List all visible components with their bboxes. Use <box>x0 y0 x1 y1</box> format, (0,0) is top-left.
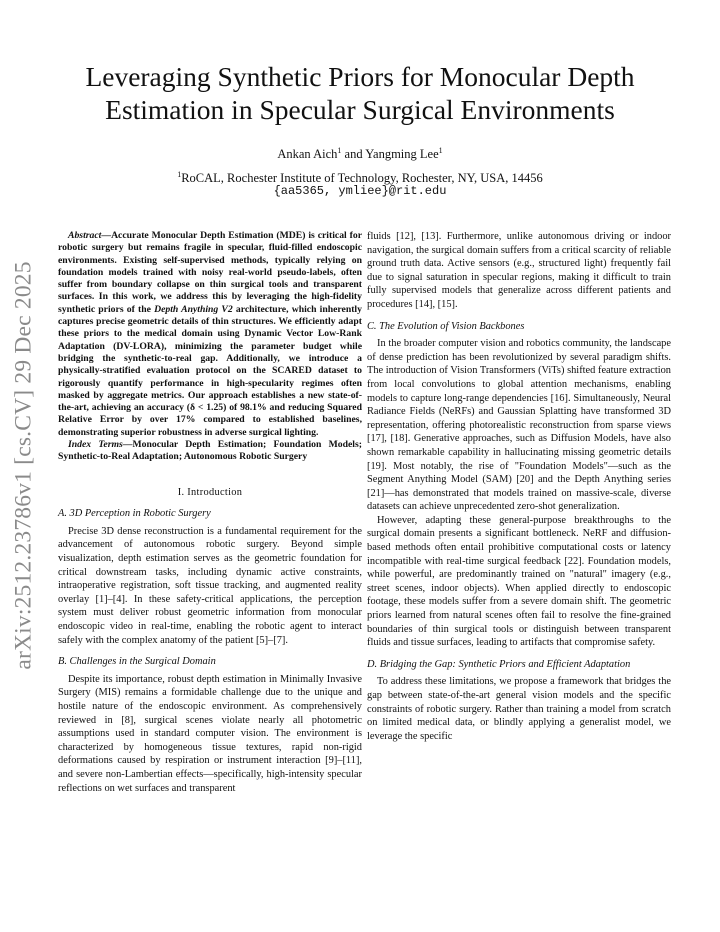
author-name: Yangming Lee <box>365 147 439 162</box>
author-emails: {aa5365, ymliee}@rit.edu <box>273 184 447 198</box>
paragraph-c-1: In the broader computer vision and robotics community, the landscape of dense prediction has been revolutionized by several paradigm shifts. The introduction of Vision Transformers (ViTs) shifted feature extraction from local convolutions to global attention mechanisms, enabling models to capture long-range dependencies [16]. Simultaneously, Neural Radiance Fields (NeRFs) and Gaussian Splatting have transformed 3D representation, offering photorealistic reconstruction from sparse views [17], [18]. Generative approaches, such as Diffusion Models, have also shown remarkable capability in hallucinating missing geometric details [19]. Most notably, the rise of "Foundation Models"—such as the Segment Anything Model (SAM) [20] and the Depth Anything series [21]—has demonstrated that models trained on massive-scale, diverse datasets can achieve unprecedented zero-shot generalization. <box>367 338 671 513</box>
paragraph-b-continued: fluids [12], [13]. Furthermore, unlike autonomous driving or indoor navigation, the surgical domain suffers from a critical scarcity of reliable ground truth data. Active sensors (e.g., structured light) frequently fail due to signal saturation in specular regions, making it difficult to train fully supervised models that generalize across different patients and procedures [14], [15]. <box>367 231 671 310</box>
subsection-heading-d: D. Bridging the Gap: Synthetic Priors and Efficient Adaptation <box>367 658 631 670</box>
abstract <box>58 230 362 439</box>
paragraph-a: Precise 3D dense reconstruction is a fundamental requirement for the advancement of autonomous robotic surgery. Beyond simple visualization, depth estimation serves as the geometric foundation for critical downstream tasks, including dynamic active constraints, intraoperative registration, soft tissue tracking, and augmented reality overlay [1]–[4]. In these safety-critical applications, the perception system must deliver robust geometric information from monocular endoscopic video in real-time, enabling the robotic agent to interact safely with the complex anatomy of the patient [5]–[7]. <box>58 525 362 646</box>
index-terms-label: Index Terms <box>68 439 123 451</box>
right-column <box>367 230 671 743</box>
author-list <box>0 146 720 162</box>
arxiv-side-stamp <box>4 260 44 670</box>
affiliation-mark: 1 <box>438 146 443 155</box>
abstract-text-3: ) of 98.1% and reducing Squared Relative Error by over 17% compared to established baselines, demonstrating superior robustness in adverse surgical lighting. <box>58 402 362 438</box>
subsection-heading-a: A. 3D Perception in Robotic Surgery <box>58 508 211 520</box>
author-name: Ankan Aich <box>277 147 338 162</box>
abstract-text-1: Accurate Monocular Depth Estimation (MDE) is critical for robotic surgery but remains fragile in specular, fluid-filled endoscopic environments. Existing self-supervised methods, typically relying on foundation models trained with noisy real-world pseudo-labels, often suffer from boundary collapse on thin surgical tools and transparent surfaces. In this work, we address this by leveraging the high-fidelity synthetic priors of the <box>58 230 362 315</box>
affiliation-mark: 1 <box>177 170 182 179</box>
section-heading: I. Introduction <box>177 486 243 498</box>
abstract-text-2: architecture, which inherently captures precise geometric details of thin structures. We efficiently adapt these priors to the medical domain using Dynamic Vector Low-Rank Adaptation (DV-LORA), minimizing the parameter budget while bridging the synthetic-to-real gap. Additionally, we introduce a physically-stratified evaluation protocol on the SCARED dataset to rigorously quantify performance in high-specularity regimes often masked by aggregate metrics. Our approach establishes a new state-of-the-art, achieving an accuracy ( <box>58 303 362 414</box>
author-separator: and <box>341 147 366 162</box>
subsection-heading-c: C. The Evolution of Vision Backbones <box>367 320 525 332</box>
paragraph-c-2: However, adapting these general-purpose breakthroughs to the surgical domain presents a significant bottleneck. NeRF and diffusion-based methods often entail prohibitive computational costs or latency incompatible with real-time surgical feedback [22]. Foundation models, while powerful, are predominantly trained on "natural" imagery (e.g., street scenes, indoor objects). When applied directly to endoscopic footage, these models suffer from a severe domain shift. The geometric priors learned from natural scenes often fail to resolve the fine-grained boundaries of thin surgical tools or distinguish between transparent fluids and tissue surfaces, leading to artifacts that compromise safety. <box>367 514 671 649</box>
affiliation-text: RoCAL, Rochester Institute of Technology, Rochester, NY, USA, 14456 <box>181 171 543 186</box>
title-line-2: Estimation in Specular Surgical Environments <box>105 94 615 125</box>
abstract-model-name: Depth Anything V2 <box>154 303 233 315</box>
abstract-delta: δ < 1.25 <box>190 402 224 414</box>
arxiv-identifier: arXiv:2512.23786v1 [cs.CV] 29 Dec 2025 <box>10 260 37 670</box>
index-terms-text: —Monocular Depth Estimation; Foundation Models; Synthetic-to-Real Adaptation; Autonomous Robotic Surgery <box>58 439 362 463</box>
subsection-heading-b: B. Challenges in the Surgical Domain <box>58 656 216 668</box>
index-terms <box>58 439 362 464</box>
abstract-dash: — <box>101 230 112 241</box>
paragraph-d: To address these limitations, we propose a framework that bridges the gap between state-of-the-art general vision models and the specific constraints of robotic surgery. Rather than training a model from scratch on limited medical data, or blindly applying a generalist model, we leverage the specific <box>367 676 671 742</box>
paper-title <box>60 60 660 126</box>
title-line-1: Leveraging Synthetic Priors for Monocular Depth <box>85 61 635 92</box>
left-column <box>58 230 362 795</box>
affiliation-mark: 1 <box>337 146 342 155</box>
paragraph-b: Despite its importance, robust depth estimation in Minimally Invasive Surgery (MIS) remains a formidable challenge due to the unique and hostile nature of the endoscopic environment. As comprehensively reviewed in [8], surgical scenes violate nearly all photometric assumptions used in standard computer vision. The environment is characterized by homogeneous tissue textures, rapid non-rigid deformations caused by respiration or instrument interaction [9]–[11], and severe non-Lambertian effects—specifically, high-intensity specular reflections on wet surfaces and transparent <box>58 673 362 794</box>
abstract-label: Abstract <box>68 230 102 241</box>
